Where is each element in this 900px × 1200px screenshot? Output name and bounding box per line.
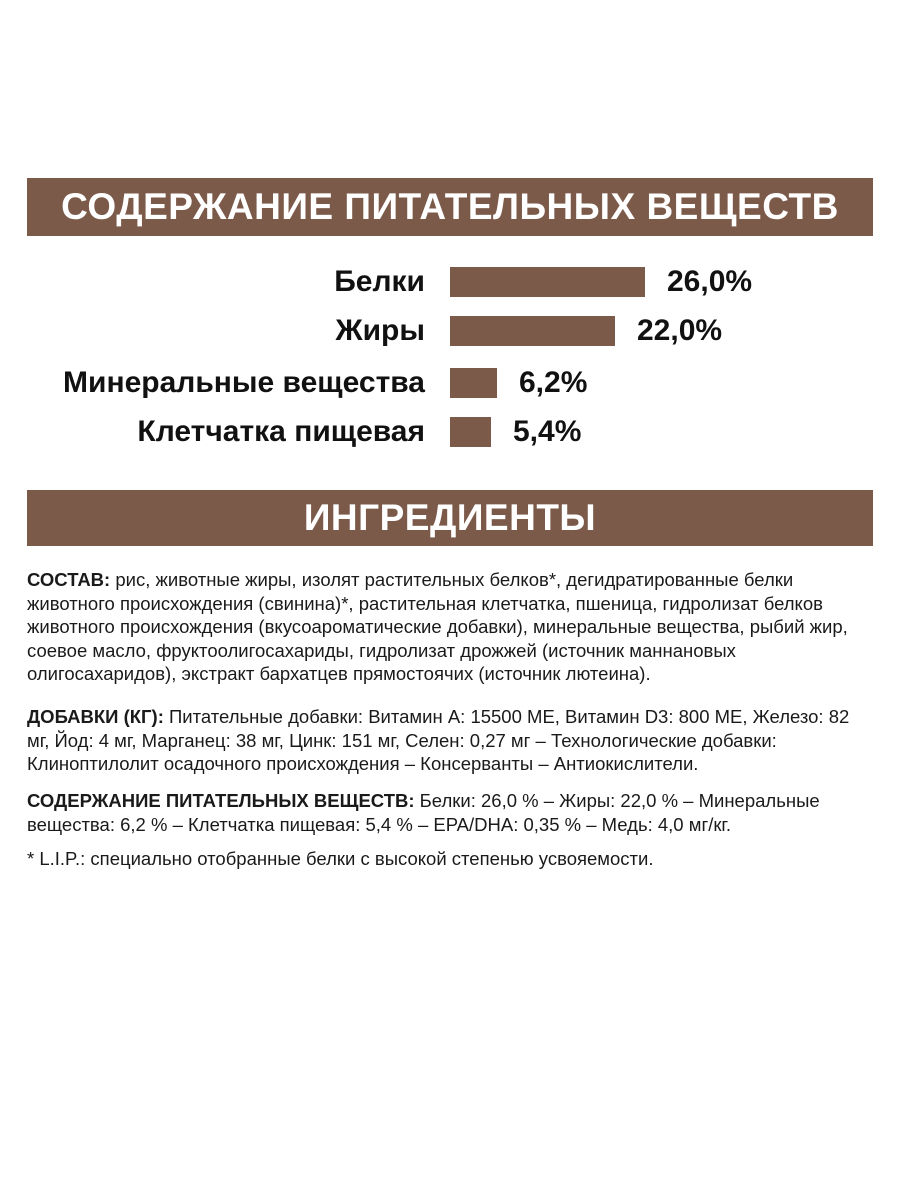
- nutrients-banner-title: СОДЕРЖАНИЕ ПИТАТЕЛЬНЫХ ВЕЩЕСТВ: [61, 186, 839, 227]
- nutrient-row: [0, 311, 900, 351]
- nutrient-label: Клетчатка пищевая: [137, 415, 425, 448]
- nutrients-lead: СОДЕРЖАНИЕ ПИТАТЕЛЬНЫХ ВЕЩЕСТВ:: [27, 790, 415, 811]
- ingredients-banner-title: ИНГРЕДИЕНТЫ: [303, 497, 597, 538]
- additives-paragraph: [27, 705, 873, 776]
- nutrient-value-label: 22,0%: [637, 314, 723, 347]
- nutrient-bar: [450, 267, 645, 297]
- nutrient-label: Белки: [334, 265, 425, 298]
- nutrient-bar: [450, 368, 497, 398]
- nutrient-value-label: 6,2%: [519, 366, 588, 399]
- composition-text: рис, животные жиры, изолят растительных белков*, дегидратированные белки животного происхождения (свинина)*, растительная клетчатка, пшеница, гидролизат белков животного происхождения (вкусоароматические добавки), минеральные вещества, рыбий жир, соевое масло, фруктоолигосахариды, гидролизат дрожжей (источник маннановых олигосахаридов), экстракт бархатцев прямостоячих (источник лютеина).: [27, 569, 848, 684]
- nutrient-bar: [450, 316, 615, 346]
- additives-text: Питательные добавки: Витамин A: 15500 МЕ, Витамин D3: 800 МЕ, Железо: 82 мг, Йод: 4 мг, Марганец: 38 мг, Цинк: 151 мг, Селен: 0,27 мг – Технологические добавки: Клиноптилолит осадочного происхождения – Консерванты – Антиокислители.: [27, 706, 850, 774]
- additives-lead: ДОБАВКИ (КГ):: [27, 706, 164, 727]
- nutrient-value-label: 5,4%: [513, 415, 582, 448]
- nutrient-row: [0, 412, 900, 452]
- composition-paragraph: [27, 568, 873, 686]
- nutrient-row: [0, 363, 900, 403]
- nutrients-paragraph: [27, 789, 873, 836]
- nutrient-label: Жиры: [335, 314, 425, 347]
- composition-lead: СОСТАВ:: [27, 569, 111, 590]
- nutrients-text: Белки: 26,0 % – Жиры: 22,0 % – Минеральные вещества: 6,2 % – Клетчатка пищевая: 5,4 % – EPA/DHA: 0,35 % – Медь: 4,0 мг/кг.: [27, 790, 820, 835]
- nutrients-banner: [27, 178, 873, 236]
- footnote: [27, 847, 873, 871]
- nutrient-label: Минеральные вещества: [63, 366, 425, 399]
- nutrient-value-label: 26,0%: [667, 265, 753, 298]
- footnote-text: * L.I.P.: специально отобранные белки с высокой степенью усвояемости.: [27, 848, 654, 869]
- ingredients-banner: [27, 490, 873, 546]
- nutrient-row: [0, 262, 900, 302]
- nutrient-bar: [450, 417, 491, 447]
